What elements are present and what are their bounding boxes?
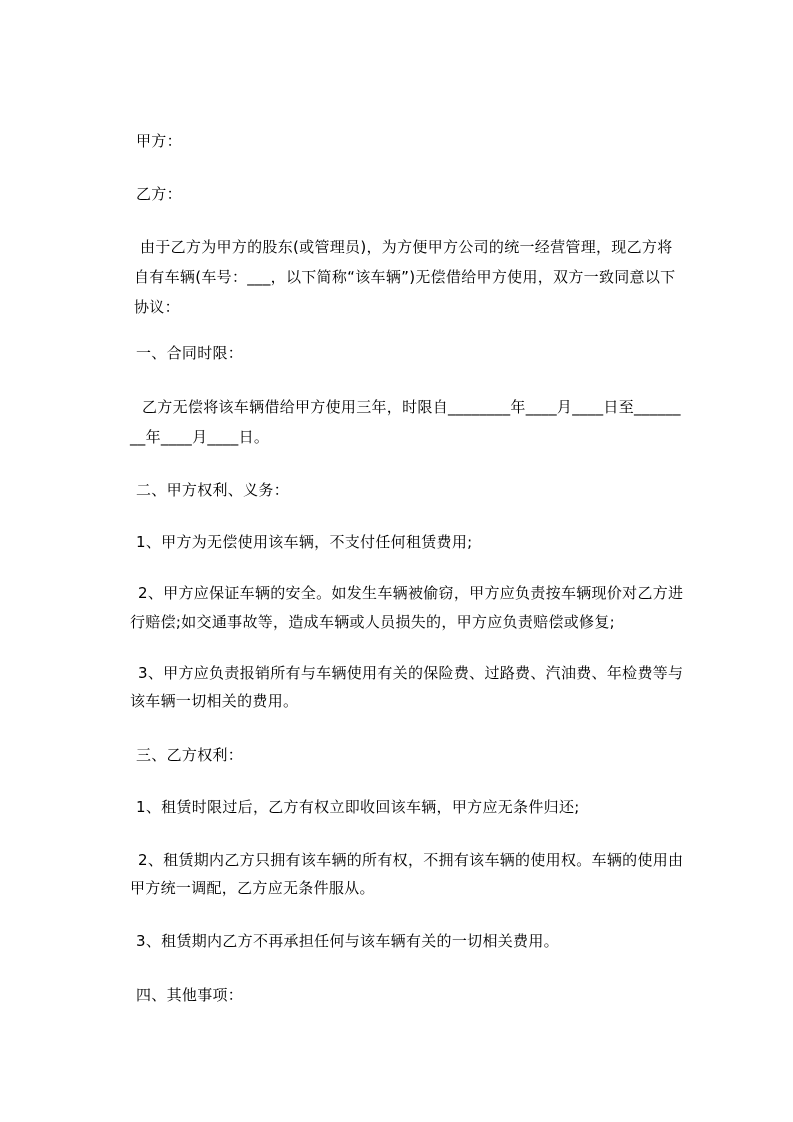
section-2-title: 二、甲方权利、义务： [136,481,290,499]
section-3-item-1: 1、租赁时限过后，乙方有权立即收回该车辆，甲方应无条件归还; [136,798,580,816]
section-3-item-3: 3、租赁期内乙方不再承担任何与该车辆有关的一切相关费用。 [136,932,559,950]
section-1-body-line-1: 乙方无偿将该车辆借给甲方使用三年，时限自________年____月____日至______ [142,398,681,416]
section-4-title: 四、其他事项： [136,986,244,1004]
section-3-item-2-line-1: 2、租赁期内乙方只拥有该车辆的所有权，不拥有该车辆的使用权。车辆的使用由 [138,851,684,869]
section-2-item-2-line-2: 行赔偿;如交通事故等，造成车辆或人员损失的，甲方应负责赔偿或修复; [130,613,616,631]
section-3-item-2-line-2: 甲方统一调配，乙方应无条件服从。 [130,879,375,897]
section-2-item-2-line-1: 2、甲方应保证车辆的安全。如发生车辆被偷窃，甲方应负责按车辆现价对乙方进 [138,584,684,602]
party-b-label: 乙方： [136,185,182,203]
section-2-item-3-line-2: 该车辆一切相关的费用。 [130,692,299,710]
intro-line-3: 协议： [134,298,180,316]
party-a-label: 甲方： [136,132,182,150]
section-2-item-1: 1、甲方为无偿使用该车辆，不支付任何租赁费用; [136,533,473,551]
section-1-body-line-2: __年____月____日。 [130,428,270,446]
section-3-title: 三、乙方权利： [136,746,244,764]
intro-line-1: 由于乙方为甲方的股东(或管理员)，为方便甲方公司的统一经营管理，现乙方将 [140,238,673,256]
section-2-item-3-line-1: 3、甲方应负责报销所有与车辆使用有关的保险费、过路费、汽油费、年检费等与 [138,664,684,682]
intro-line-2: 自有车辆(车号：___，以下简称“该车辆”)无偿借给甲方使用，双方一致同意以下 [134,268,676,286]
section-1-title: 一、合同时限： [136,344,244,362]
